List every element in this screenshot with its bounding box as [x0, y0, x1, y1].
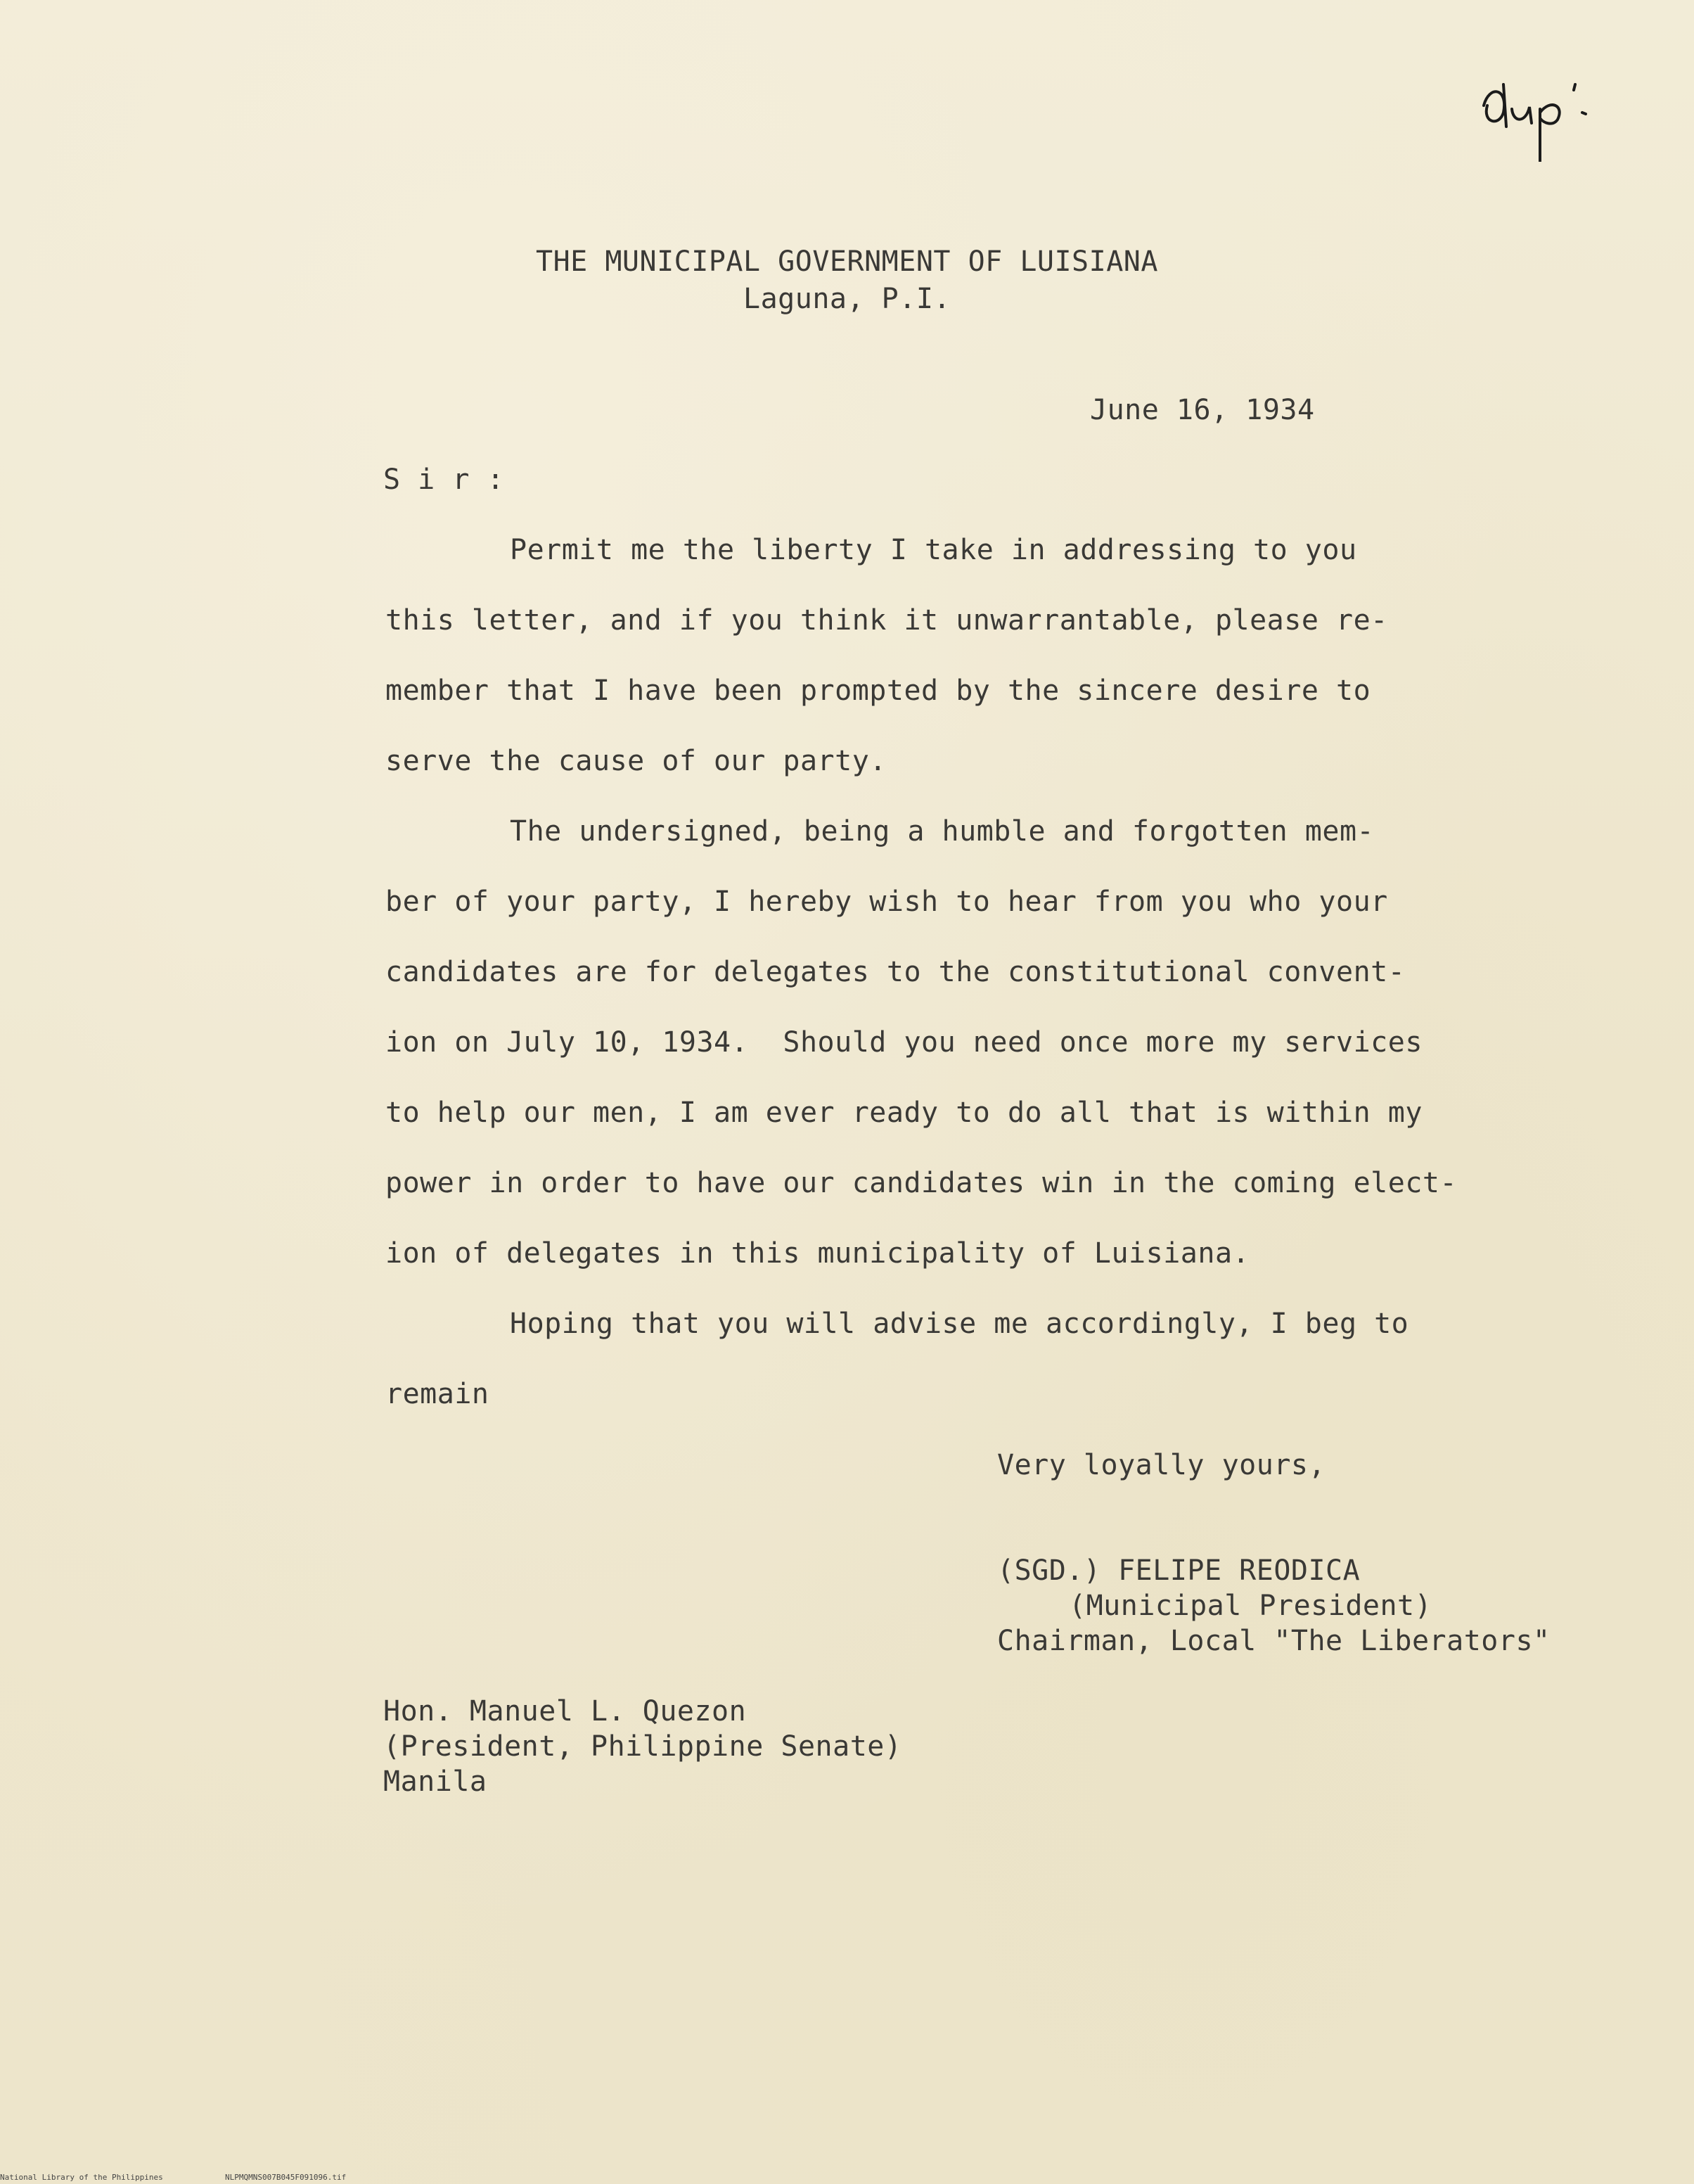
footer-source: National Library of the Philippines	[0, 2173, 163, 2182]
body-line: ber of your party, I hereby wish to hear from you who your	[385, 886, 1388, 918]
body-line: this letter, and if you think it unwarrantable, please re-	[385, 604, 1388, 637]
recipient-name: Hon. Manuel L. Quezon	[383, 1695, 747, 1728]
recipient-title: (President, Philippine Senate)	[383, 1730, 902, 1763]
body-line: candidates are for delegates to the constitutional convent-	[385, 956, 1406, 988]
body-line: ion of delegates in this municipality of Luisiana.	[385, 1237, 1250, 1270]
signature-role: Chairman, Local "The Liberators"	[997, 1625, 1551, 1657]
body-line: power in order to have our candidates win in the coming elect-	[385, 1167, 1458, 1199]
handwritten-annotation	[1470, 56, 1603, 162]
body-line: The undersigned, being a humble and forgotten mem-	[510, 815, 1375, 848]
body-line: ion on July 10, 1934. Should you need once more my services	[385, 1026, 1423, 1059]
signature-title: (Municipal President)	[1069, 1590, 1432, 1622]
body-line: serve the cause of our party.	[385, 745, 887, 777]
letter-date: June 16, 1934	[1090, 394, 1315, 426]
recipient-city: Manila	[383, 1765, 487, 1798]
body-line: Permit me the liberty I take in addressing to you	[510, 534, 1357, 566]
letterhead-location: Laguna, P.I.	[743, 283, 951, 315]
body-line: remain	[385, 1378, 489, 1410]
body-line: member that I have been prompted by the sincere desire to	[385, 675, 1371, 707]
salutation: S i r :	[383, 464, 505, 496]
signature-name: (SGD.) FELIPE REODICA	[997, 1554, 1361, 1587]
body-line: to help our men, I am ever ready to do all that is within my	[385, 1097, 1423, 1129]
closing: Very loyally yours,	[997, 1449, 1326, 1481]
letterhead-title: THE MUNICIPAL GOVERNMENT OF LUISIANA	[536, 245, 1158, 278]
footer-file: NLPMQMNS007B045F091096.tif	[225, 2173, 347, 2182]
body-line: Hoping that you will advise me accordingly, I beg to	[510, 1308, 1409, 1340]
